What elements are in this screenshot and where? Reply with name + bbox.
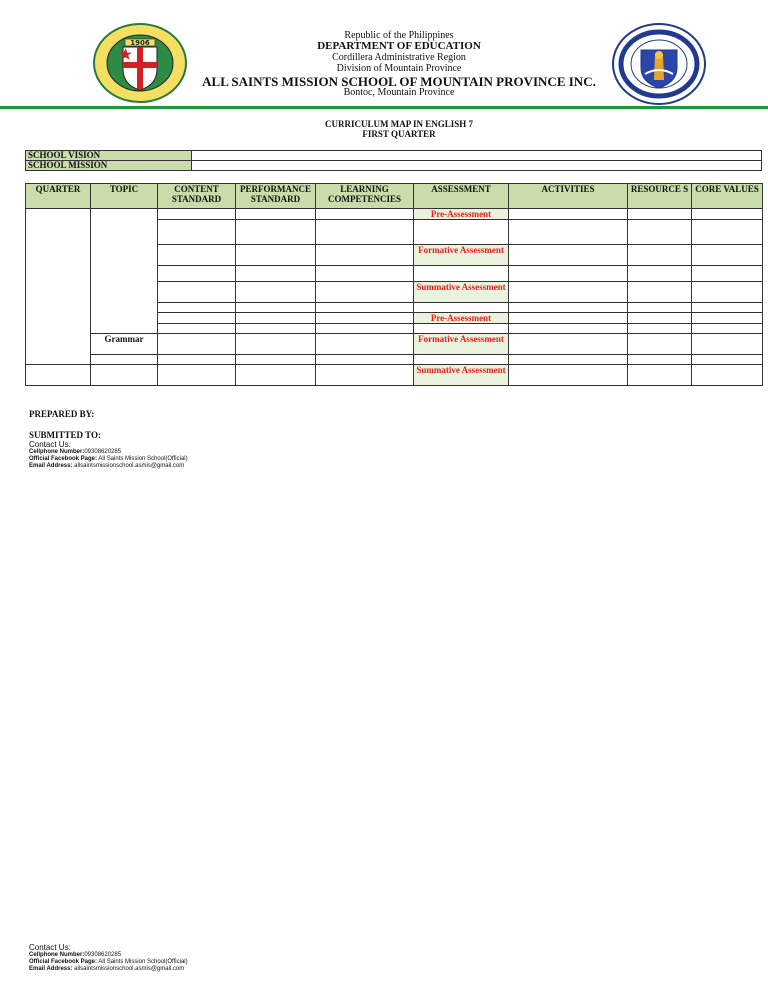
header-school-name: ALL SAINTS MISSION SCHOOL OF MOUNTAIN PROVINCE INC. <box>202 74 596 89</box>
email-label: Email Address: <box>29 463 73 469</box>
contact-phone <box>29 952 188 959</box>
cell[interactable] <box>628 365 692 386</box>
document-title: CURRICULUM MAP IN ENGLISH 7 <box>324 119 473 129</box>
footer-contact-block <box>29 943 188 973</box>
cell[interactable] <box>414 303 509 313</box>
cell[interactable] <box>316 324 414 334</box>
deped-seal-logo <box>611 22 707 106</box>
vision-row <box>26 151 762 161</box>
cell[interactable] <box>509 334 628 355</box>
cell[interactable] <box>414 266 509 282</box>
cell[interactable] <box>692 245 763 266</box>
cell[interactable] <box>628 355 692 365</box>
mission-label: SCHOOL MISSION <box>26 161 192 171</box>
cell[interactable] <box>509 209 628 220</box>
cell[interactable] <box>509 282 628 303</box>
facebook-label: Official Facebook Page: <box>29 456 98 462</box>
column-header-core-values: CORE VALUES <box>692 184 763 209</box>
cell[interactable] <box>26 365 91 386</box>
header-divider <box>0 106 768 109</box>
vision-label: SCHOOL VISION <box>26 151 192 161</box>
cell[interactable] <box>316 209 414 220</box>
cell[interactable] <box>692 220 763 245</box>
header-location: Bontoc, Mountain Province <box>343 87 455 98</box>
contact-block <box>29 440 188 470</box>
column-header-performance-standard: PERFORMANCE STANDARD <box>236 184 316 209</box>
table-row <box>26 209 763 220</box>
cell[interactable] <box>158 220 236 245</box>
contact-email <box>29 966 188 973</box>
cell[interactable] <box>316 365 414 386</box>
column-header-content-standard: CONTENT STANDARD <box>158 184 236 209</box>
document-subtitle: FIRST QUARTER <box>362 129 436 139</box>
table-header-row <box>26 184 763 209</box>
svg-text:1906: 1906 <box>130 39 150 47</box>
mission-value[interactable] <box>192 161 762 171</box>
cell[interactable] <box>158 245 236 266</box>
cell[interactable] <box>316 303 414 313</box>
table-row <box>26 334 763 355</box>
cell[interactable] <box>316 266 414 282</box>
email-value[interactable]: allsaintsmissionschool.asmis@gmail.com <box>72 463 185 469</box>
cell[interactable] <box>414 220 509 245</box>
cell[interactable] <box>509 303 628 313</box>
column-header-quarter: QUARTER <box>26 184 91 209</box>
cell[interactable] <box>509 220 628 245</box>
cell[interactable] <box>628 313 692 324</box>
table-row <box>26 355 763 365</box>
cell[interactable] <box>509 245 628 266</box>
cell[interactable] <box>316 313 414 324</box>
cell[interactable] <box>628 220 692 245</box>
cell[interactable] <box>158 355 236 365</box>
cell[interactable] <box>236 334 316 355</box>
cell[interactable] <box>158 266 236 282</box>
cell[interactable] <box>692 334 763 355</box>
contact-email <box>29 463 188 470</box>
cell[interactable] <box>158 365 236 386</box>
header-division: Division of Mountain Province <box>336 63 462 74</box>
column-header-learning-competencies: LEARNING COMPETENCIES <box>316 184 414 209</box>
email-label: Email Address: <box>29 966 73 972</box>
cell[interactable] <box>91 355 158 365</box>
quarter-cell[interactable] <box>26 209 91 365</box>
cell[interactable] <box>628 324 692 334</box>
cell[interactable] <box>236 209 316 220</box>
contact-facebook <box>29 959 188 966</box>
table-row <box>26 365 763 386</box>
cell[interactable] <box>692 355 763 365</box>
phone-label: Cellphone Number: <box>29 952 85 958</box>
cell[interactable] <box>316 220 414 245</box>
contact-phone <box>29 449 188 456</box>
header-department: DEPARTMENT OF EDUCATION <box>317 40 481 52</box>
assessment-cell: Formative Assessment <box>414 334 509 355</box>
assessment-cell: Pre-Assessment <box>414 313 509 324</box>
cell[interactable] <box>509 324 628 334</box>
cell[interactable] <box>316 282 414 303</box>
cell[interactable] <box>692 365 763 386</box>
prepared-by-label: PREPARED BY: <box>29 409 95 419</box>
cell[interactable] <box>628 245 692 266</box>
facebook-value[interactable]: All Saints Mission School(Official) <box>97 456 188 462</box>
cell[interactable] <box>158 334 236 355</box>
header-republic: Republic of the Philippines <box>344 30 454 41</box>
topic-grammar[interactable]: Grammar <box>91 334 158 355</box>
cell[interactable] <box>236 324 316 334</box>
assessment-cell: Summative Assessment <box>414 282 509 303</box>
cell[interactable] <box>316 334 414 355</box>
cell[interactable] <box>692 209 763 220</box>
column-header-topic: TOPIC <box>91 184 158 209</box>
cell[interactable] <box>628 303 692 313</box>
cell[interactable] <box>236 266 316 282</box>
submitted-to-label: SUBMITTED TO: <box>29 430 101 440</box>
cell[interactable] <box>158 313 236 324</box>
phone-value: 09308620285 <box>84 952 122 958</box>
cell[interactable] <box>236 220 316 245</box>
cell[interactable] <box>316 245 414 266</box>
cell[interactable] <box>692 313 763 324</box>
assessment-cell: Pre-Assessment <box>414 209 509 220</box>
school-info-table <box>25 150 762 171</box>
cell[interactable] <box>236 355 316 365</box>
cell[interactable] <box>692 282 763 303</box>
cell[interactable] <box>91 365 158 386</box>
header-region: Cordillera Administrative Region <box>332 52 466 63</box>
cell[interactable] <box>158 209 236 220</box>
assessment-cell: Formative Assessment <box>414 245 509 266</box>
column-header-activities: ACTIVITIES <box>509 184 628 209</box>
assessment-cell: Summative Assessment <box>414 365 509 386</box>
vision-value[interactable] <box>192 151 762 161</box>
cell[interactable] <box>628 334 692 355</box>
cell[interactable] <box>509 266 628 282</box>
phone-label: Cellphone Number: <box>29 449 85 455</box>
cell[interactable] <box>628 266 692 282</box>
cell[interactable] <box>236 282 316 303</box>
cell[interactable] <box>414 324 509 334</box>
cell[interactable] <box>236 303 316 313</box>
curriculum-map-table <box>25 183 763 386</box>
contact-title: Contact Us: <box>29 440 71 449</box>
cell[interactable] <box>158 303 236 313</box>
cell[interactable] <box>692 266 763 282</box>
column-header-resources: RESOURCE S <box>628 184 692 209</box>
topic-cell[interactable] <box>91 209 158 334</box>
cell[interactable] <box>628 282 692 303</box>
cell[interactable] <box>414 355 509 365</box>
cell[interactable] <box>509 355 628 365</box>
cell[interactable] <box>158 282 236 303</box>
column-header-assessment: ASSESSMENT <box>414 184 509 209</box>
facebook-value[interactable]: All Saints Mission School(Official) <box>97 959 188 965</box>
cell[interactable] <box>236 245 316 266</box>
cell[interactable] <box>158 324 236 334</box>
cell[interactable] <box>236 365 316 386</box>
cell[interactable] <box>628 209 692 220</box>
school-seal-logo <box>92 22 188 104</box>
facebook-label: Official Facebook Page: <box>29 959 98 965</box>
cell[interactable] <box>236 313 316 324</box>
cell[interactable] <box>316 355 414 365</box>
email-value[interactable]: allsaintsmissionschool.asmis@gmail.com <box>72 966 185 972</box>
cell[interactable] <box>509 365 628 386</box>
phone-value: 09308620285 <box>84 449 122 455</box>
contact-facebook <box>29 456 188 463</box>
cell[interactable] <box>692 324 763 334</box>
cell[interactable] <box>692 303 763 313</box>
contact-title: Contact Us: <box>29 943 71 952</box>
cell[interactable] <box>509 313 628 324</box>
mission-row <box>26 161 762 171</box>
